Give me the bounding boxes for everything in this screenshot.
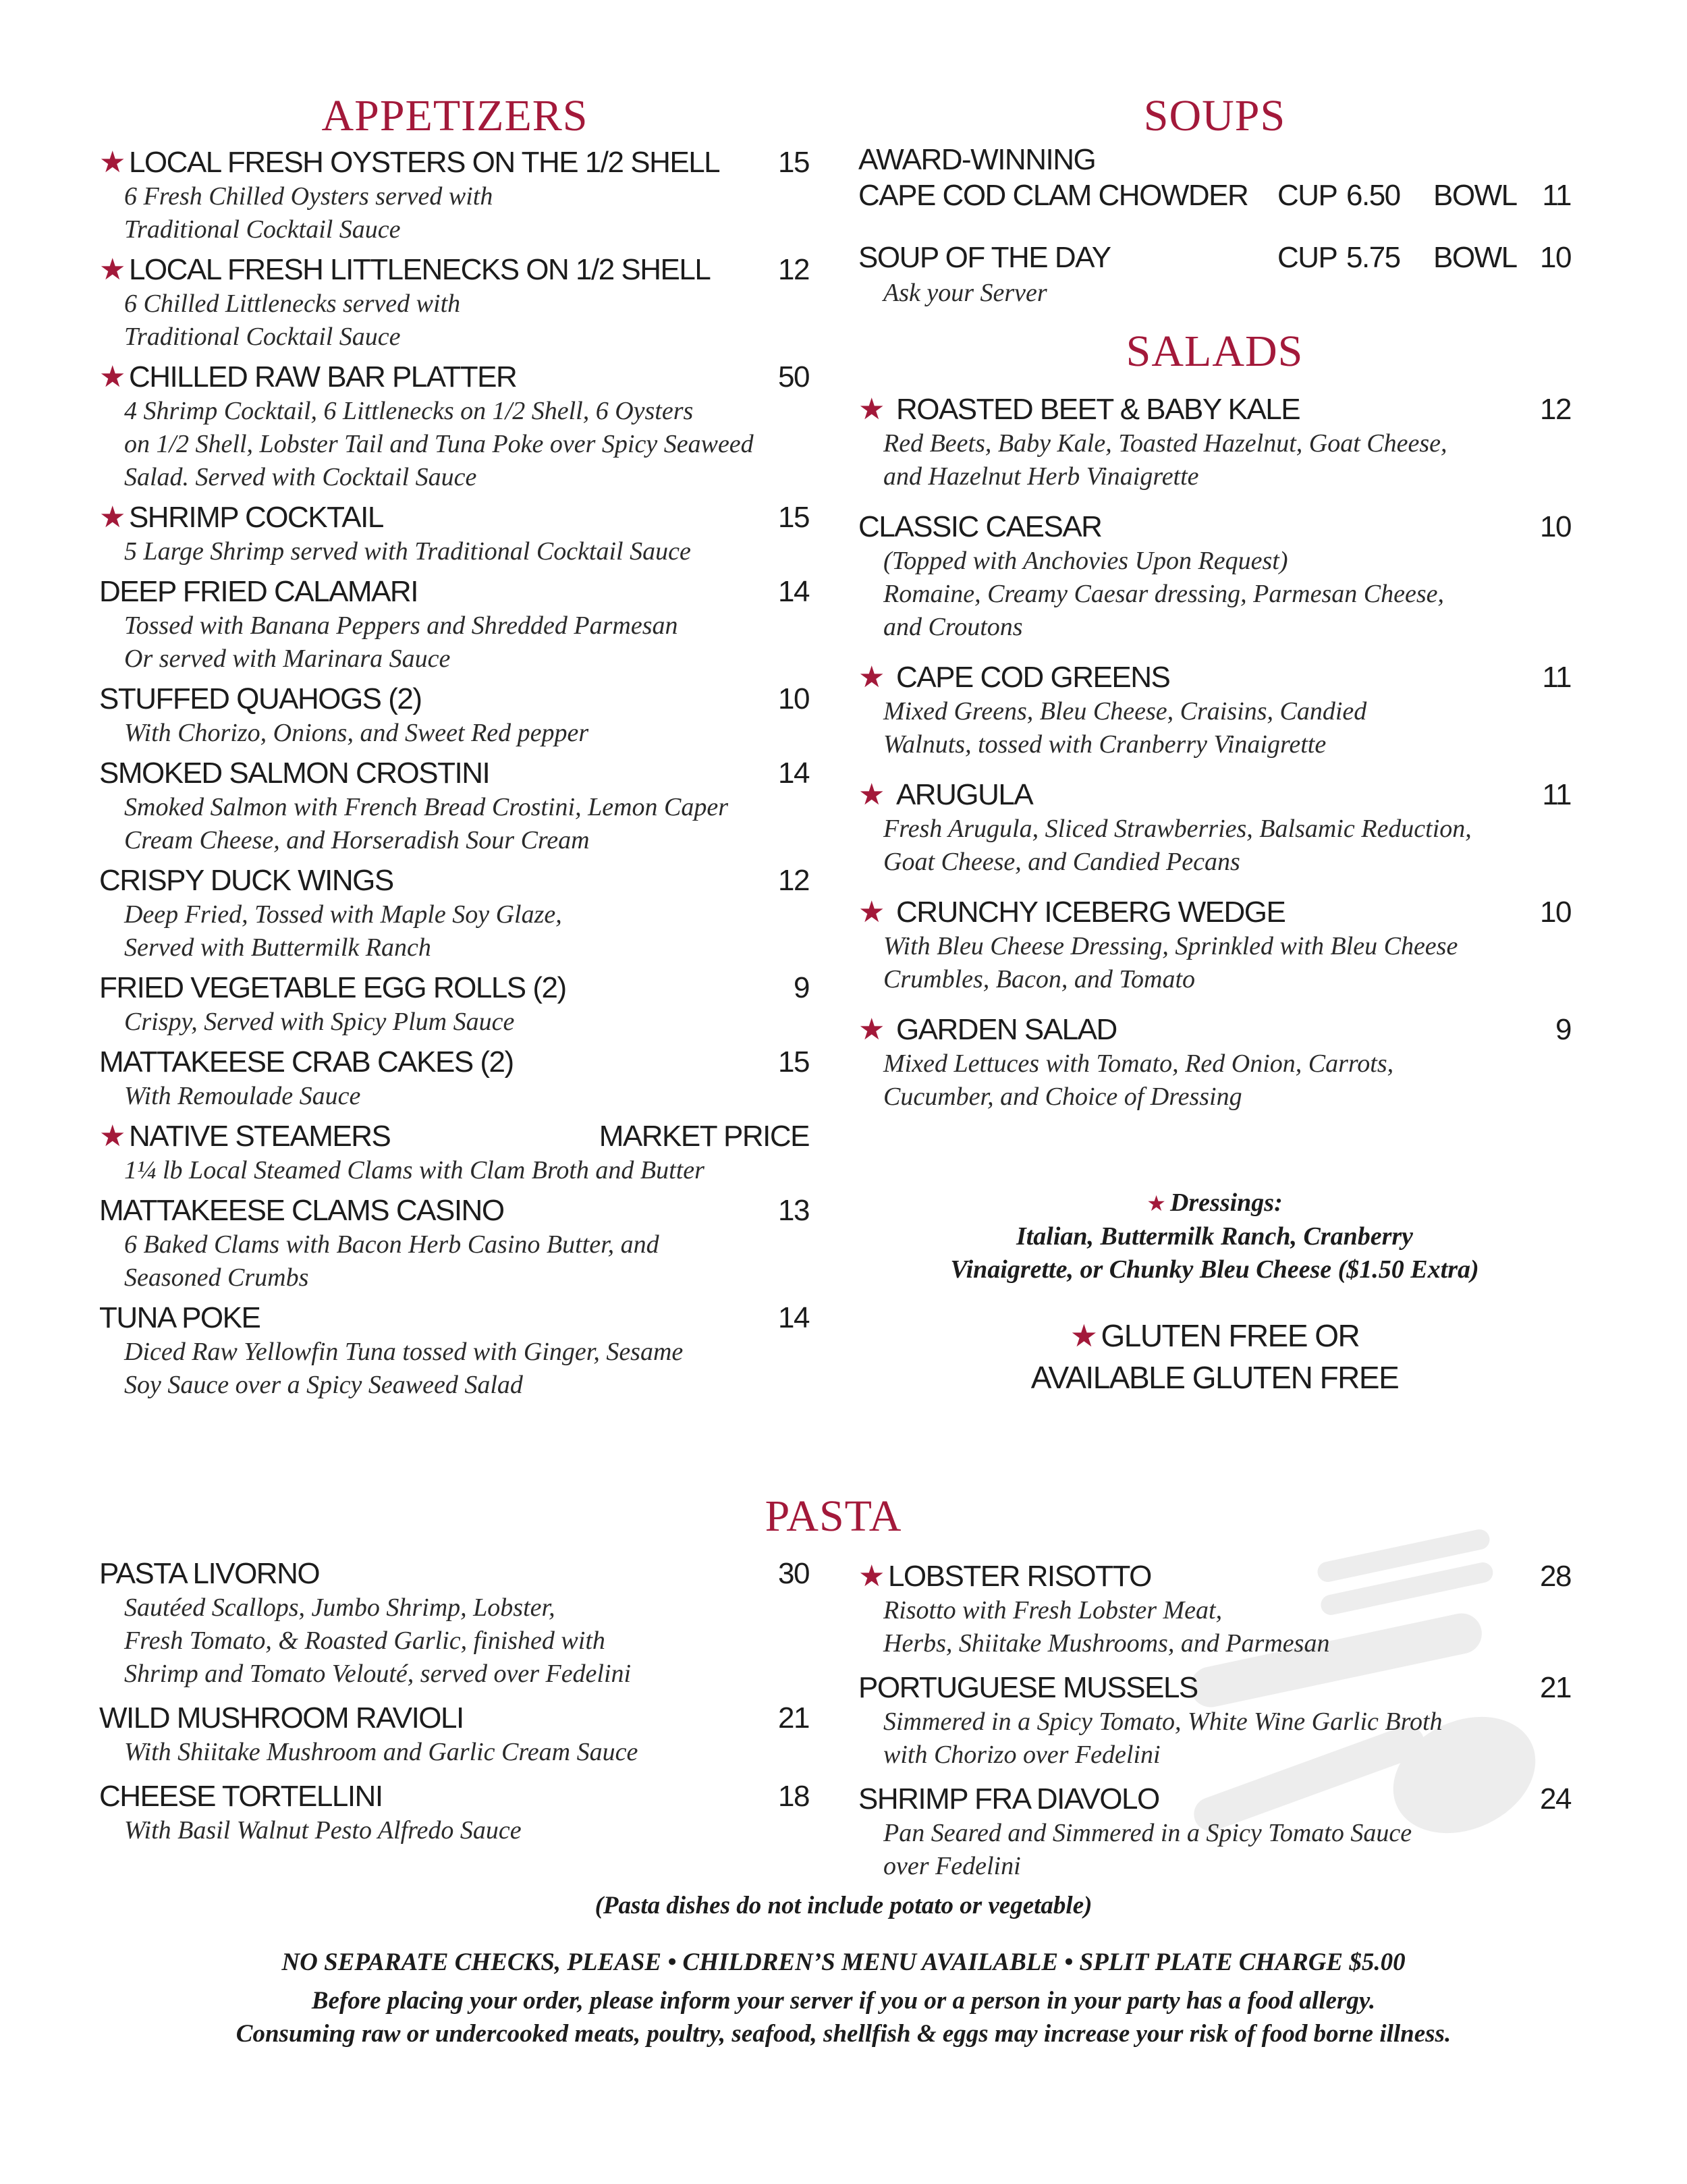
menu-item [99,1300,809,1402]
menu-item [99,144,809,246]
item-price: 14 [778,1301,809,1334]
item-title [858,1012,1117,1047]
item-description: Fresh Arugula, Sliced Strawberries, Balsamic Reduction, [883,815,1472,843]
item-description: and Hazelnut Herb Vinaigrette [883,462,1199,491]
item-name: CAPE COD GREENS [895,661,1170,694]
menu-item [99,1044,809,1113]
item-header [858,777,1571,813]
star-icon: ★ [1070,1317,1097,1354]
salads-heading: SALADS [1126,327,1304,376]
item-price: 15 [778,1045,809,1079]
star-icon: ★ [99,145,125,180]
menu-item [99,1118,809,1187]
item-description: Cream Cheese, and Horseradish Sour Cream [124,826,590,854]
item-price: 15 [778,501,809,534]
item-price: 14 [778,757,809,790]
item-title [99,755,489,791]
menu-item [99,359,809,494]
item-title [99,359,516,395]
menu-item [99,499,809,568]
menu-item [99,1778,809,1847]
salads-list [858,391,1571,1129]
item-title [99,970,566,1006]
item-description: Goat Cheese, and Candied Pecans [883,848,1240,876]
item-header [99,574,809,609]
cup-label: CUP [1277,241,1337,274]
item-name: SMOKED SALMON CROSTINI [99,757,490,790]
item-name: ROASTED BEET & BABY KALE [895,393,1300,426]
menu-item [858,894,1571,996]
item-description: Romaine, Creamy Caesar dressing, Parmesan Cheese, [883,580,1444,608]
item-name: LOCAL FRESH OYSTERS ON THE 1/2 SHELL [128,146,720,179]
item-title [99,1778,383,1814]
menu-item [99,252,809,354]
item-price: 10 [1540,510,1571,543]
item-title [858,509,1101,545]
soup-name-line1: AWARD-WINNING [858,143,1096,176]
item-title [99,1118,390,1154]
item-description: 5 Large Shrimp served with Traditional Cocktail Sauce [124,537,691,566]
item-description: and Croutons [883,613,1023,641]
item-description: Simmered in a Spicy Tomato, White Wine Garlic Broth [883,1708,1443,1736]
item-price: 30 [778,1557,809,1590]
footer-allergy: Before placing your order, please inform your server if you or a person in your party has a food allergy. [311,1987,1376,2015]
item-name: WILD MUSHROOM RAVIOLI [99,1701,464,1735]
item-description: Deep Fried, Tossed with Maple Soy Glaze, [124,900,562,929]
item-price: 24 [1540,1782,1571,1816]
item-header [858,1012,1571,1047]
item-price: MARKET PRICE [599,1120,809,1153]
item-header [858,509,1571,545]
item-price: 11 [1542,661,1571,694]
menu-item [99,755,809,857]
item-header [99,1300,809,1336]
gluten-free-legend [858,1315,1571,1398]
item-description: Seasoned Crumbs [124,1263,309,1292]
item-description: Salad. Served with Cocktail Sauce [124,463,477,491]
item-header [99,252,809,288]
item-name: LOCAL FRESH LITTLENECKS ON 1/2 SHELL [128,253,711,286]
item-description: 6 Baked Clams with Bacon Herb Casino Butter, and [124,1230,659,1259]
item-description: Diced Raw Yellowfin Tuna tossed with Ginger, Sesame [124,1338,684,1366]
item-name: GARDEN SALAD [895,1013,1117,1046]
footer-policy: NO SEPARATE CHECKS, PLEASE • CHILDREN’S MENU AVAILABLE • SPLIT PLATE CHARGE $5.00 [281,1948,1406,1976]
item-description: 6 Fresh Chilled Oysters served with [124,182,493,211]
item-header [858,1781,1571,1817]
gluten-line1: GLUTEN FREE OR [1101,1318,1360,1353]
item-header [99,359,809,395]
item-price: 9 [1555,1013,1571,1046]
item-description: Crispy, Served with Spicy Plum Sauce [124,1008,515,1036]
star-icon: ★ [858,392,884,427]
item-description: With Basil Walnut Pesto Alfredo Sauce [124,1816,522,1845]
star-icon: ★ [99,1119,125,1153]
soup-name-line2: CAPE COD CLAM CHOWDER [858,179,1248,212]
star-icon: ★ [858,660,884,694]
bowl-label: BOWL [1433,241,1517,274]
star-icon: ★ [858,1012,884,1047]
item-price: 9 [794,971,809,1004]
item-name: MATTAKEESE CLAMS CASINO [99,1194,504,1227]
item-header [99,681,809,717]
item-header [858,1558,1571,1594]
item-name: NATIVE STEAMERS [128,1120,391,1153]
item-header [99,755,809,791]
item-header [99,144,809,180]
star-icon: ★ [99,500,125,535]
item-description: Mixed Greens, Bleu Cheese, Craisins, Candied [883,697,1367,726]
item-title [858,1781,1159,1817]
item-title [858,1670,1198,1705]
item-name: TUNA POKE [99,1301,260,1334]
item-title [99,1193,504,1228]
item-description: Traditional Cocktail Sauce [124,323,401,351]
item-description: Traditional Cocktail Sauce [124,215,401,244]
item-price: 21 [778,1701,809,1735]
cup-price: 6.50 [1346,179,1400,212]
item-price: 18 [778,1780,809,1813]
item-title [99,1300,260,1336]
item-title [99,1556,319,1591]
item-description: Pan Seared and Simmered in a Spicy Tomato Sauce [883,1819,1412,1847]
item-header [858,894,1571,930]
soup-description: Ask your Server [883,279,1047,307]
menu-item [858,391,1571,493]
bowl-price: 11 [1542,179,1571,212]
item-name: DEEP FRIED CALAMARI [99,575,418,608]
item-description: With Remoulade Sauce [124,1082,361,1110]
pasta-note: (Pasta dishes do not include potato or vegetable) [594,1892,1093,1919]
menu-item [858,1012,1571,1114]
item-description: Smoked Salmon with French Bread Crostini, Lemon Caper [124,793,729,821]
item-description: Soy Sauce over a Spicy Seaweed Salad [124,1371,523,1399]
menu-item [99,970,809,1039]
item-description: Sautéed Scallops, Jumbo Shrimp, Lobster, [124,1593,555,1622]
item-name: FRIED VEGETABLE EGG ROLLS (2) [99,971,566,1004]
item-name: PORTUGUESE MUSSELS [858,1671,1198,1704]
dressings-line1: Italian, Buttermilk Ranch, Cranberry [1016,1222,1414,1251]
item-name: CLASSIC CAESAR [858,510,1102,543]
item-price: 13 [778,1194,809,1227]
item-description: 6 Chilled Littlenecks served with [124,290,461,318]
menu-item [99,1193,809,1294]
item-title [99,144,719,180]
item-title [858,894,1285,930]
menu-item [858,1558,1571,1660]
soup-name: SOUP OF THE DAY [858,241,1111,274]
soups-heading: SOUPS [1143,91,1286,140]
bowl-price: 10 [1540,241,1571,274]
appetizers-list [99,144,809,1407]
item-name: ARUGULA [895,778,1033,811]
item-price: 14 [778,575,809,608]
item-name: CHILLED RAW BAR PLATTER [128,360,517,393]
item-name: CRISPY DUCK WINGS [99,864,393,897]
item-price: 11 [1542,778,1571,811]
item-description: With Bleu Cheese Dressing, Sprinkled with Bleu Cheese [883,932,1458,960]
dressings-note [858,1186,1571,1286]
item-header [858,659,1571,695]
menu-item [99,574,809,676]
menu-item [858,659,1571,761]
item-price: 21 [1540,1671,1571,1704]
item-header [99,1044,809,1080]
menu-item [858,1670,1571,1772]
pasta-list-right [858,1558,1571,1892]
item-title [99,1700,464,1736]
star-icon: ★ [858,1559,884,1593]
item-description: Herbs, Shiitake Mushrooms, and Parmesan [883,1629,1330,1658]
item-price: 15 [778,146,809,179]
star-icon: ★ [99,360,125,394]
star-icon: ★ [1146,1191,1166,1216]
menu-item [99,681,809,750]
item-description: 4 Shrimp Cocktail, 6 Littlenecks on 1/2 Shell, 6 Oysters [124,397,694,425]
item-price: 10 [1540,896,1571,929]
pasta-list-left [99,1556,809,1857]
item-description: With Chorizo, Onions, and Sweet Red pepper [124,719,589,747]
item-description: With Shiitake Mushroom and Garlic Cream Sauce [124,1738,638,1766]
item-header [99,1118,809,1154]
dressings-line2: Vinaigrette, or Chunky Bleu Cheese ($1.50 Extra) [950,1255,1479,1284]
menu-item [858,1781,1571,1883]
item-description: Walnuts, tossed with Cranberry Vinaigrette [883,730,1327,759]
item-title [99,499,383,535]
item-header [858,391,1571,427]
item-title [858,1558,1151,1594]
item-name: CHEESE TORTELLINI [99,1780,383,1813]
item-description: Or served with Marinara Sauce [124,645,451,673]
item-price: 10 [778,682,809,715]
item-description: Cucumber, and Choice of Dressing [883,1083,1242,1111]
cup-label: CUP [1277,179,1337,212]
item-header [99,1193,809,1228]
menu-item [858,777,1571,879]
item-price: 12 [778,253,809,286]
star-icon: ★ [858,777,884,812]
item-description: Shrimp and Tomato Velouté, served over Fedelini [124,1660,632,1688]
menu-item [99,863,809,964]
item-name: SHRIMP COCKTAIL [128,501,383,534]
item-description: Mixed Lettuces with Tomato, Red Onion, Carrots, [883,1049,1394,1078]
item-title [858,659,1169,695]
item-description: over Fedelini [883,1852,1021,1880]
item-header [99,863,809,898]
pasta-heading: PASTA [765,1492,902,1541]
item-title [858,391,1300,427]
item-title [99,1044,514,1080]
item-title [858,777,1032,813]
item-title [99,574,418,609]
bowl-label: BOWL [1433,179,1517,212]
item-description: Served with Buttermilk Ranch [124,933,431,962]
item-header [99,1556,809,1591]
item-description: Tossed with Banana Peppers and Shredded Parmesan [124,611,678,640]
item-title [99,863,393,898]
item-description: Crumbles, Bacon, and Tomato [883,965,1196,993]
item-header [99,970,809,1006]
item-header [99,1778,809,1814]
item-header [858,1670,1571,1705]
item-price: 12 [1540,393,1571,426]
item-description: on 1/2 Shell, Lobster Tail and Tuna Poke over Spicy Seaweed [124,430,754,458]
item-description: (Topped with Anchovies Upon Request) [883,547,1288,575]
item-description: 1¼ lb Local Steamed Clams with Clam Broth and Butter [124,1156,704,1184]
dressings-title: ★ Dressings: [1146,1189,1283,1217]
item-header [99,1700,809,1736]
item-name: STUFFED QUAHOGS (2) [99,682,422,715]
item-title [99,252,710,288]
star-icon: ★ [858,895,884,929]
item-description: Risotto with Fresh Lobster Meat, [883,1596,1223,1625]
cup-price: 5.75 [1346,241,1400,274]
star-icon: ★ [99,252,125,287]
menu-item [99,1700,809,1769]
item-name: MATTAKEESE CRAB CAKES (2) [99,1045,514,1079]
item-description: Red Beets, Baby Kale, Toasted Hazelnut, Goat Cheese, [883,429,1447,458]
menu-item [858,509,1571,644]
item-name: LOBSTER RISOTTO [887,1560,1151,1593]
item-description: Fresh Tomato, & Roasted Garlic, finished with [124,1627,605,1655]
item-name: SHRIMP FRA DIAVOLO [858,1782,1159,1816]
item-header [99,499,809,535]
menu-item [99,1556,809,1691]
appetizers-heading: APPETIZERS [321,91,588,140]
item-price: 12 [778,864,809,897]
item-title [99,681,422,717]
item-price: 28 [1540,1560,1571,1593]
footer-raw-warning: Consuming raw or undercooked meats, poultry, seafood, shellfish & eggs may increase your risk of food borne illness. [236,2020,1451,2048]
item-name: PASTA LIVORNO [99,1557,320,1590]
item-name: CRUNCHY ICEBERG WEDGE [895,896,1285,929]
item-price: 50 [778,360,809,393]
gluten-line2: AVAILABLE GLUTEN FREE [1030,1360,1399,1395]
item-description: with Chorizo over Fedelini [883,1741,1161,1769]
